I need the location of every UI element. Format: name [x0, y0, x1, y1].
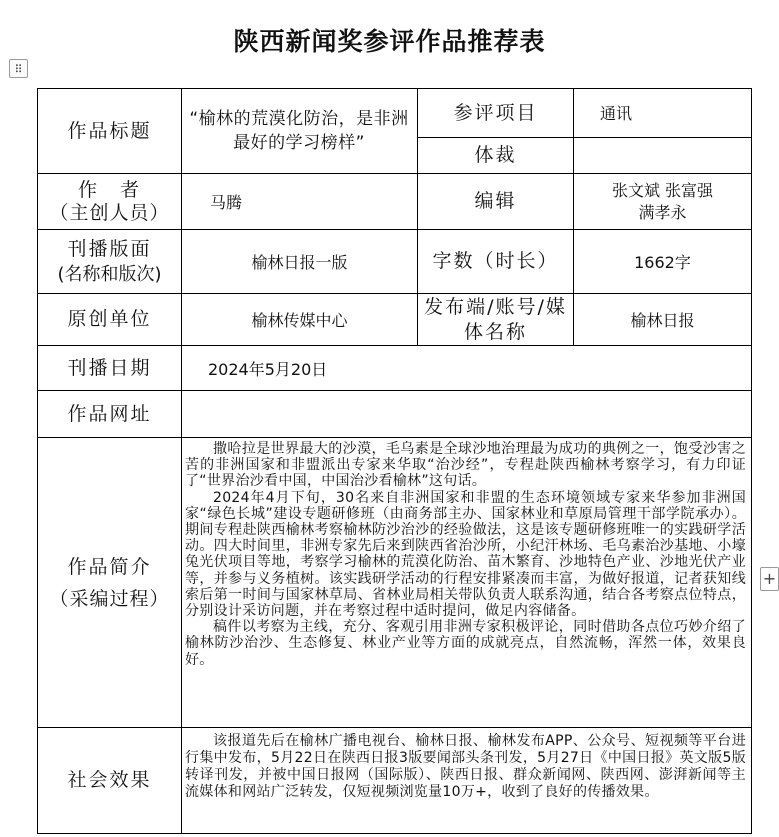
page-label-sub: (名称和版次)	[57, 263, 162, 285]
words-label: 字数（时长）	[432, 250, 559, 273]
author-label-main: 作 者	[77, 178, 141, 201]
editor-value-line1: 张文斌 张富强	[611, 180, 714, 200]
summary-paragraph-2: 2024年4月下旬，30名来自非洲国家和非盟的生态环境领域专家来华参加非洲国家“绿色长城”建设专题研修班（由商务部主办、国家林业和草原局管理干部学院承办）。期间专程赴陕西榆林考察榆林防沙治沙的经验做法，这是该专题研修班唯一的实践研学活动。四大时间里，非洲专家先后来到陕西省治沙所，小纪汗林场、毛乌素治沙基地、小壕兔光伏项目等地，考察学习榆林的荒漠化防治、苗木繁育、沙地特色产业、沙地光伏产业等，并参与义务植树。该实践研学活动的行程安排紧凑而丰富，为做好报道，记者获知线索后第一时间与国家林草局、省林业局相关带队负责人联系沟通，结合各考察点位特点，分别设计采访问题，并在考察过程中适时提问，做足内容储备。	[185, 489, 746, 620]
url-label: 作品网址	[67, 402, 152, 425]
title-label: 作品标题	[67, 119, 152, 142]
summary-label	[38, 438, 181, 727]
url-value[interactable]	[182, 391, 751, 437]
table-rule	[37, 833, 751, 834]
category-label: 参评项目	[453, 101, 538, 124]
effect-body	[185, 733, 746, 831]
editor-value-line2: 满孝永	[638, 202, 687, 222]
category-value: 通讯	[600, 103, 633, 123]
effect-paragraph: 该报道先后在榆林广播电视台、榆林日报、榆林发布APP、公众号、短视频等平台进行集中发布，5月22日在陕西日报3版要闻部头条刊发，5月27日《中国日报》英文版5版转译刊发，并被中国日报网（国际版）、陕西日报、群众新闻网、陕西网、澎湃新闻等主流媒体和网站广泛转发，仅短视频浏览量10万+，收到了良好的传播效果。	[185, 733, 746, 800]
table-border-right	[751, 88, 752, 834]
page-title: 陕西新闻奖参评作品推荐表	[233, 27, 546, 56]
page-label	[38, 230, 181, 293]
author-label-sub: （主创人员）	[49, 201, 170, 224]
date-value: 2024年5月20日	[208, 359, 328, 379]
platform-value: 榆林日报	[630, 311, 695, 330]
unit-label: 原创单位	[67, 308, 152, 331]
words-value: 1662字	[634, 253, 691, 272]
title-value	[184, 89, 416, 173]
date-label: 刊播日期	[67, 356, 152, 379]
genre-label: 体裁	[474, 144, 517, 167]
genre-value	[600, 138, 750, 173]
editor-label: 编辑	[474, 190, 517, 213]
summary-paragraph-3: 稿件以考察为主线，充分、客观引用非洲专家积极评论，同时借助各点位巧妙介绍了榆林防沙治沙、生态修复、林业产业等方面的成就亮点，自然流畅，浑然一体，效果良好。	[185, 619, 746, 668]
author-value: 马腾	[210, 193, 243, 212]
summary-label-main: 作品简介	[67, 555, 152, 578]
author-label	[38, 174, 181, 229]
summary-label-sub: （采编过程）	[49, 587, 170, 610]
table-rule	[181, 88, 182, 834]
unit-value: 榆林传媒中心	[251, 311, 348, 330]
title-text: “榆林的荒漠化防治，是非洲最好的学习榜样”	[189, 109, 409, 153]
platform-label: 发布端/账号/媒体名称	[424, 295, 567, 343]
editor-value	[574, 174, 751, 229]
move-handle-icon[interactable]: ⠿	[9, 59, 28, 78]
summary-paragraph-1: 撒哈拉是世界最大的沙漠，毛乌素是全球沙地治理最为成功的典例之一，饱受沙害之苦的非洲国家和非盟派出专家来华取“治沙经”，专程赴陕西榆林考察学习，有力印证了“世界治沙看中国，中国治沙看榆林”这句话。	[185, 441, 746, 490]
page-value: 榆林日报一版	[251, 253, 348, 272]
plus-icon[interactable]: +	[760, 567, 779, 591]
effect-label: 社会效果	[67, 769, 152, 792]
page-label-main: 刊播版面	[67, 237, 152, 260]
summary-body	[185, 441, 746, 725]
